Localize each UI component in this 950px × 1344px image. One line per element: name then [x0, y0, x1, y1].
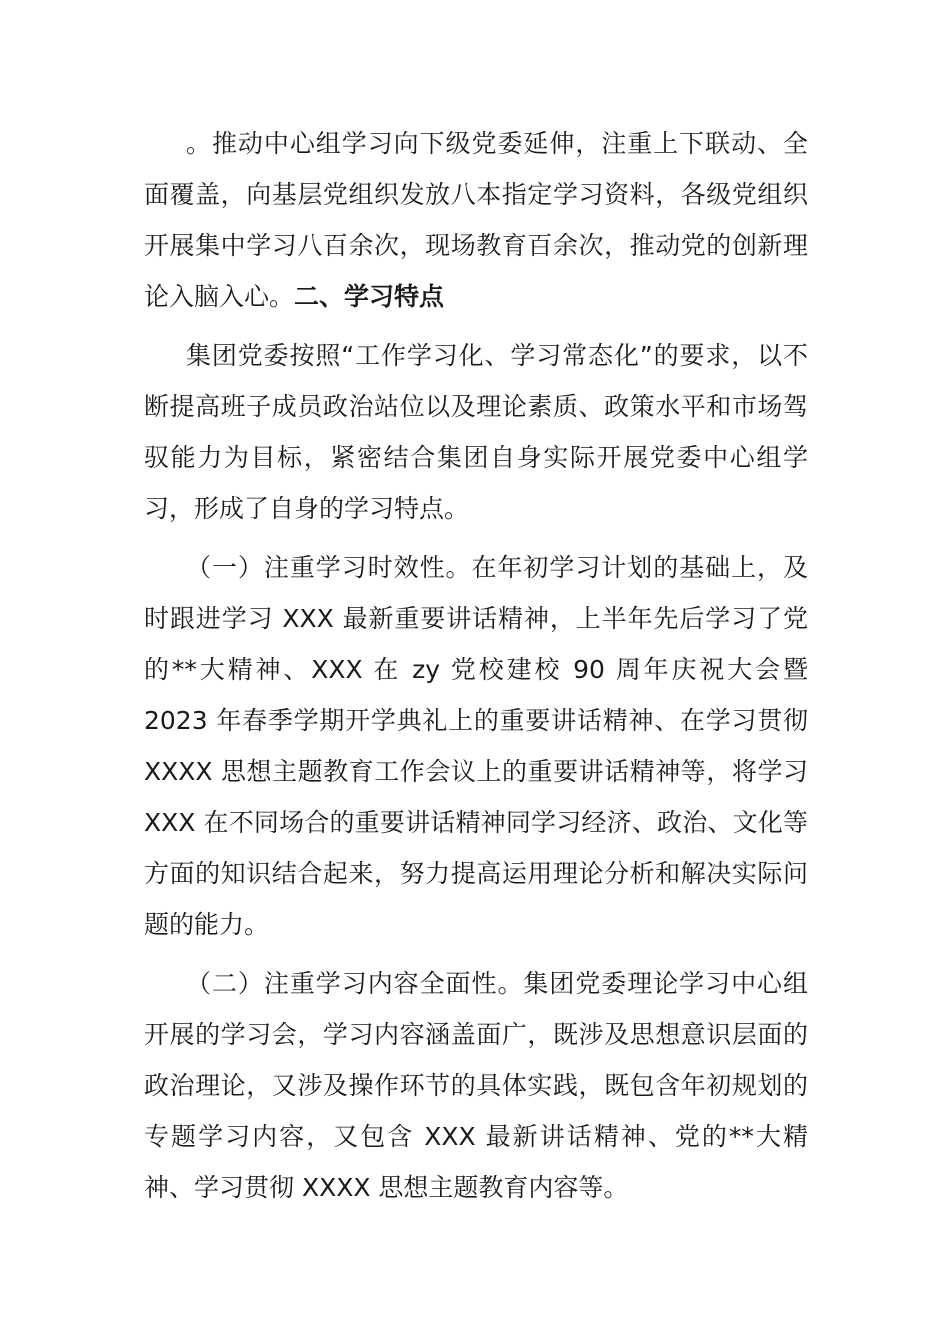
- paragraph-1-text: 。推动中心组学习向下级党委延伸，注重上下联动、全面覆盖，向基层党组织发放八本指定学习资料，各级党组织开展集中学习八百余次，现场教育百余次，推动党的创新理论入脑入心。: [144, 129, 808, 311]
- paragraph-2: 集团党委按照“工作学习化、学习常态化”的要求，以不断提高班子成员政治站位以及理论素质、政策水平和市场驾驭能力为目标，紧密结合集团自身实际开展党委中心组学习，形成了自身的学习特点。: [144, 341, 808, 523]
- section-heading-learning-features: 二、学习特点: [294, 282, 445, 311]
- document-body: [144, 118, 808, 1221]
- paragraph-1: [144, 118, 808, 322]
- paragraph-3: （一）注重学习时效性。在年初学习计划的基础上，及时跟进学习 XXX 最新重要讲话精神，上半年先后学习了党的**大精神、XXX 在 zy 党校建校 90 周年庆祝大会暨 2023 年春季学期开学典礼上的重要讲话精神、在学习贯彻 XXXX 思想主题教育工作会议上的重要讲话精神等，将学习 XXX 在不同场合的重要讲话精神同学习经济、政治、文化等方面的知识结合起来，努力提高运用理论分析和解决实际问题的能力。: [144, 553, 808, 939]
- paragraph-4: （二）注重学习内容全面性。集团党委理论学习中心组开展的学习会，学习内容涵盖面广，既涉及思想意识层面的政治理论，又涉及操作环节的具体实践，既包含年初规划的专题学习内容，又包含 XXX 最新讲话精神、党的**大精神、学习贯彻 XXXX 思想主题教育内容等。: [144, 969, 808, 1202]
